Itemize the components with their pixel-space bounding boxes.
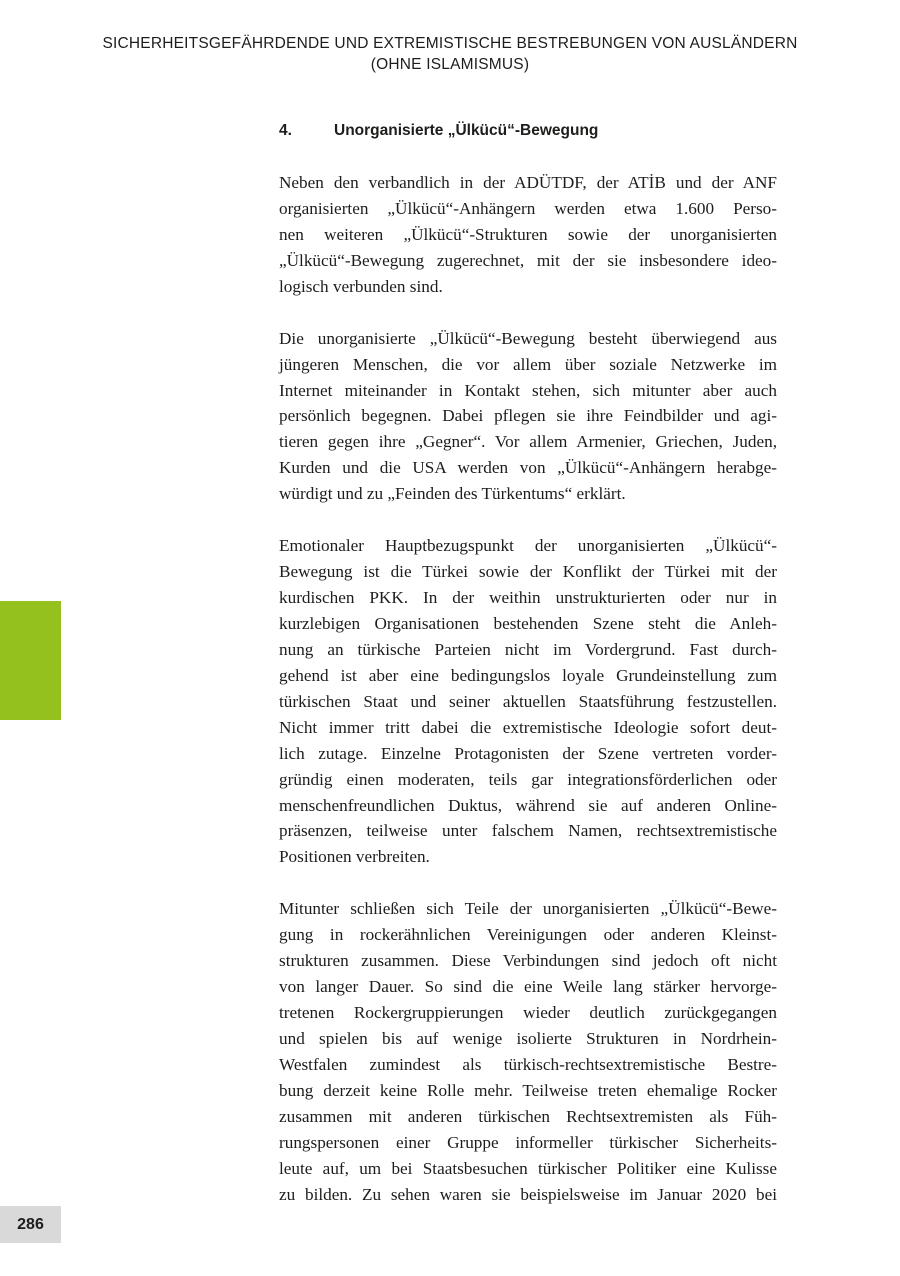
text-line: logisch verbunden sind. — [279, 276, 443, 296]
text-line: rungspersonen einer Gruppe informeller türkischer Sicherheits- — [279, 1132, 777, 1152]
text-line: Emotionaler Hauptbezugspunkt der unorganisierten „Ülkücü“- — [279, 536, 777, 556]
text-line: von langer Dauer. So sind die eine Weile lang stärker hervorge- — [279, 977, 777, 997]
text-line: nen weiteren „Ülkücü“-Strukturen sowie der unorganisierten — [279, 224, 777, 244]
text-line: persönlich begegnen. Dabei pflegen sie ihre Feindbilder und agi- — [279, 406, 777, 426]
text-line: gehend ist aber eine bedingungslos loyale Grundeinstellung zum — [279, 665, 777, 685]
text-line: „Ülkücü“-Bewegung zugerechnet, mit der sie insbesondere ideo- — [279, 250, 777, 270]
text-line: Die unorganisierte „Ülkücü“-Bewegung besteht überwiegend aus — [279, 328, 777, 348]
text-line: kurzlebigen Organisationen bestehenden Szene steht die Anleh- — [279, 613, 777, 633]
text-line: organisierten „Ülkücü“-Anhängern werden etwa 1.600 Perso- — [279, 198, 777, 218]
paragraph — [279, 170, 777, 300]
paragraph — [279, 896, 777, 1207]
text-line: und spielen bis auf wenige isolierte Strukturen in Nordrhein- — [279, 1028, 777, 1048]
text-line: Nicht immer tritt dabei die extremistische Ideologie sofort deut- — [279, 717, 777, 737]
text-line: Kurden und die USA werden von „Ülkücü“-Anhängern herabge- — [279, 458, 777, 478]
text-line: Neben den verbandlich in der ADÜTDF, der ATİB und der ANF — [279, 173, 777, 192]
paragraph — [279, 533, 777, 870]
running-header — [0, 33, 900, 75]
text-line: menschenfreundlichen Duktus, während sie auf anderen Online- — [279, 795, 777, 815]
section-title: Unorganisierte „Ülkücü“-Bewegung — [334, 122, 599, 139]
text-line: jüngeren Menschen, die vor allem über soziale Netzwerke im — [279, 354, 777, 374]
text-line: Positionen verbreiten. — [279, 847, 430, 867]
text-line: lich zutage. Einzelne Protagonisten der Szene vertreten vorder- — [279, 743, 777, 763]
text-line: tretenen Rockergruppierungen wieder deutlich zurückgegangen — [279, 1003, 777, 1022]
text-line: türkischen Staat und seiner aktuellen Staatsführung festzustellen. — [279, 691, 777, 711]
text-line: Internet miteinander in Kontakt stehen, sich mitunter aber auch — [279, 380, 777, 400]
page-number: 286 — [0, 1206, 61, 1243]
text-line: zusammen mit anderen türkischen Rechtsextremisten als Füh- — [279, 1106, 777, 1126]
text-line: Mitunter schließen sich Teile der unorganisierten „Ülkücü“-Bewe- — [279, 899, 777, 919]
chapter-color-tab — [0, 601, 61, 720]
text-line: Bewegung ist die Türkei sowie der Konflikt der Türkei mit der — [279, 562, 777, 582]
text-line: gung in rockerähnlichen Vereinigungen oder anderen Kleinst- — [279, 925, 777, 945]
text-line: tieren gegen ihre „Gegner“. Vor allem Armenier, Griechen, Juden, — [279, 432, 777, 452]
body-text — [279, 170, 777, 1233]
text-line: strukturen zusammen. Diese Verbindungen sind jedoch oft nicht — [279, 951, 777, 971]
text-line: leute auf, um bei Staatsbesuchen türkischer Politiker eine Kulisse — [279, 1158, 777, 1178]
text-line: kurdischen PKK. In der weithin unstrukturierten oder nur in — [279, 588, 777, 607]
text-line: nung an türkische Parteien nicht im Vordergrund. Fast durch- — [279, 639, 777, 659]
section-heading — [279, 120, 779, 142]
section-number: 4. — [279, 122, 292, 139]
running-header-line-1: SICHERHEITSGEFÄHRDENDE UND EXTREMISTISCHE BESTREBUNGEN VON AUSLÄNDERN — [102, 35, 798, 52]
text-line: würdigt und zu „Feinden des Türkentums“ erklärt. — [279, 484, 626, 504]
text-line: gründig einen moderaten, teils gar integrationsförderlichen oder — [279, 769, 777, 789]
text-line: zu bilden. Zu sehen waren sie beispielsweise im Januar 2020 bei — [279, 1184, 777, 1204]
paragraph — [279, 326, 777, 508]
text-line: bung derzeit keine Rolle mehr. Teilweise treten ehemalige Rocker — [279, 1080, 777, 1100]
text-line: Westfalen zumindest als türkisch-rechtsextremistische Bestre- — [279, 1054, 777, 1074]
running-header-line-2: (OHNE ISLAMISMUS) — [370, 56, 530, 73]
text-line: präsenzen, teilweise unter falschem Namen, rechtsextremistische — [279, 821, 777, 841]
